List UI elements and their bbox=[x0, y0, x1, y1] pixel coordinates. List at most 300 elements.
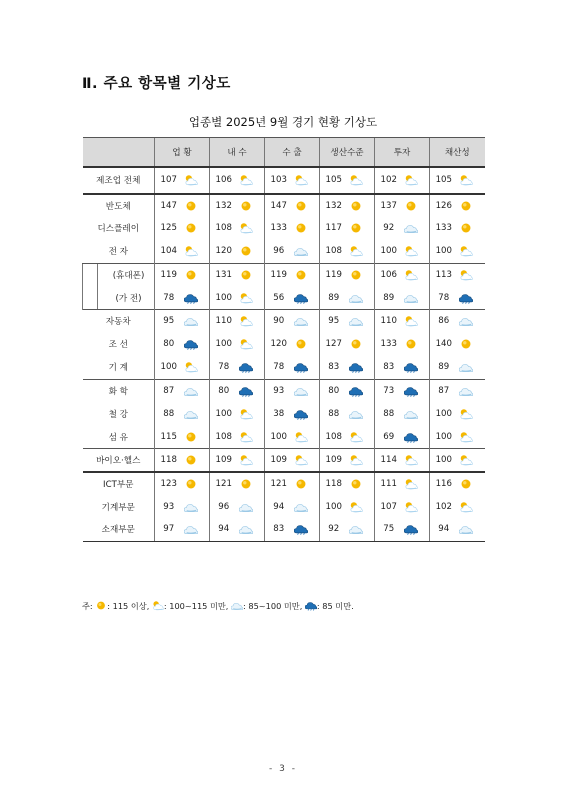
cell-icon bbox=[348, 402, 375, 425]
table-row bbox=[83, 263, 485, 286]
cell-value: 131 bbox=[210, 263, 238, 286]
cell-value: 119 bbox=[155, 263, 183, 286]
partly-cloudy-icon bbox=[239, 454, 253, 466]
sunny-icon bbox=[459, 478, 473, 490]
row-label: 기계부문 bbox=[101, 502, 135, 513]
rainy-icon bbox=[294, 361, 308, 373]
cell-value: 115 bbox=[155, 425, 183, 448]
sunny-icon bbox=[239, 200, 253, 212]
cloudy-icon bbox=[404, 292, 418, 304]
rainy-icon bbox=[239, 361, 253, 373]
row-label: 조 선 bbox=[108, 340, 128, 351]
sunny-icon bbox=[184, 478, 198, 490]
cell-icon bbox=[238, 240, 265, 263]
cell-value: 86 bbox=[430, 309, 458, 332]
sunny-icon bbox=[95, 600, 107, 611]
row-label: (가 전) bbox=[83, 286, 155, 309]
cell-icon bbox=[293, 472, 320, 495]
cell-value: 100 bbox=[430, 425, 458, 448]
partly-cloudy-icon bbox=[294, 431, 308, 443]
cell-value: 94 bbox=[430, 518, 458, 541]
partly-cloudy-icon bbox=[239, 431, 253, 443]
cell-value: 88 bbox=[155, 402, 183, 425]
cell-icon bbox=[183, 449, 210, 472]
sunny-icon bbox=[404, 200, 418, 212]
partly-cloudy-icon bbox=[459, 454, 473, 466]
cell-value: 121 bbox=[210, 472, 238, 495]
partly-cloudy-icon bbox=[459, 269, 473, 281]
column-header: 업 황 bbox=[155, 138, 210, 167]
cell-value: 80 bbox=[320, 379, 348, 402]
cell-value: 132 bbox=[320, 194, 348, 217]
sunny-icon bbox=[349, 269, 363, 281]
cell-value: 113 bbox=[430, 263, 458, 286]
table-row bbox=[83, 402, 485, 425]
cell-value: 78 bbox=[210, 356, 238, 379]
legend-rainy-text: : 85 미만. bbox=[316, 601, 354, 611]
cell-value: 73 bbox=[375, 379, 403, 402]
rainy-icon bbox=[294, 523, 308, 535]
cloudy-icon bbox=[184, 385, 198, 397]
cell-value: 110 bbox=[210, 309, 238, 332]
cell-icon bbox=[403, 379, 430, 402]
cloudy-icon bbox=[459, 385, 473, 397]
cell-value: 90 bbox=[265, 309, 293, 332]
cell-value: 133 bbox=[265, 217, 293, 240]
cell-value: 88 bbox=[375, 402, 403, 425]
cell-value: 120 bbox=[210, 240, 238, 263]
cell-value: 106 bbox=[375, 263, 403, 286]
cell-icon bbox=[238, 425, 265, 448]
sunny-icon bbox=[459, 200, 473, 212]
partly-cloudy-icon bbox=[294, 454, 308, 466]
cell-icon bbox=[348, 356, 375, 379]
cell-icon bbox=[183, 333, 210, 356]
cell-icon bbox=[293, 449, 320, 472]
row-label: (휴대폰) bbox=[83, 263, 155, 286]
cell-value: 89 bbox=[375, 286, 403, 309]
cell-value: 93 bbox=[155, 495, 183, 518]
cell-icon bbox=[458, 194, 485, 217]
cell-icon bbox=[348, 240, 375, 263]
rainy-icon bbox=[184, 292, 198, 304]
cell-icon bbox=[458, 518, 485, 541]
row-label: 기 계 bbox=[108, 363, 128, 374]
cell-icon bbox=[348, 286, 375, 309]
table-row bbox=[83, 309, 485, 332]
row-label: 제조업 전체 bbox=[83, 167, 155, 194]
table-row bbox=[83, 449, 485, 472]
legend bbox=[82, 600, 354, 612]
sunny-icon bbox=[294, 200, 308, 212]
cell-icon bbox=[458, 425, 485, 448]
cell-value: 133 bbox=[375, 333, 403, 356]
cloudy-icon bbox=[404, 408, 418, 420]
cell-value: 105 bbox=[320, 167, 348, 194]
cell-value: 100 bbox=[320, 495, 348, 518]
sunny-icon bbox=[239, 478, 253, 490]
cell-icon bbox=[458, 309, 485, 332]
cell-icon bbox=[403, 402, 430, 425]
rainy-icon bbox=[404, 431, 418, 443]
row-label: 반도체 bbox=[83, 194, 155, 217]
partly-cloudy-icon bbox=[184, 361, 198, 373]
column-header: 생산수준 bbox=[320, 138, 375, 167]
sunny-icon bbox=[349, 478, 363, 490]
sunny-icon bbox=[459, 338, 473, 350]
cell-icon bbox=[348, 379, 375, 402]
cell-value: 95 bbox=[155, 309, 183, 332]
sunny-icon bbox=[294, 269, 308, 281]
cell-icon bbox=[238, 356, 265, 379]
cell-icon bbox=[183, 425, 210, 448]
cloudy-icon bbox=[349, 408, 363, 420]
cell-icon bbox=[403, 356, 430, 379]
cloudy-icon bbox=[184, 523, 198, 535]
sunny-icon bbox=[239, 269, 253, 281]
cell-value: 96 bbox=[210, 495, 238, 518]
sunny-icon bbox=[184, 200, 198, 212]
cell-value: 106 bbox=[210, 167, 238, 194]
cell-value: 100 bbox=[265, 425, 293, 448]
table-row bbox=[83, 472, 485, 495]
cell-icon bbox=[183, 217, 210, 240]
partly-cloudy-icon bbox=[459, 174, 473, 186]
cell-value: 89 bbox=[320, 286, 348, 309]
cell-icon bbox=[183, 356, 210, 379]
cell-icon bbox=[238, 217, 265, 240]
cell-value: 111 bbox=[375, 472, 403, 495]
cell-icon bbox=[293, 240, 320, 263]
rainy-icon bbox=[305, 600, 317, 611]
cloudy-icon bbox=[239, 523, 253, 535]
cell-value: 109 bbox=[265, 449, 293, 472]
rainy-icon bbox=[349, 361, 363, 373]
cell-icon bbox=[458, 472, 485, 495]
cell-icon bbox=[403, 472, 430, 495]
partly-cloudy-icon bbox=[404, 269, 418, 281]
table-row bbox=[83, 495, 485, 518]
cell-value: 100 bbox=[210, 286, 238, 309]
cell-icon bbox=[403, 263, 430, 286]
cell-value: 137 bbox=[375, 194, 403, 217]
cell-value: 92 bbox=[320, 518, 348, 541]
cell-icon bbox=[458, 217, 485, 240]
cell-icon bbox=[458, 356, 485, 379]
cell-value: 69 bbox=[375, 425, 403, 448]
cell-value: 94 bbox=[265, 495, 293, 518]
rainy-icon bbox=[404, 385, 418, 397]
cell-value: 119 bbox=[320, 263, 348, 286]
sunny-icon bbox=[184, 269, 198, 281]
cell-icon bbox=[238, 263, 265, 286]
cell-icon bbox=[403, 333, 430, 356]
cell-icon bbox=[238, 286, 265, 309]
partly-cloudy-icon bbox=[404, 478, 418, 490]
partly-cloudy-icon bbox=[239, 292, 253, 304]
cell-icon bbox=[183, 167, 210, 194]
cell-icon bbox=[403, 518, 430, 541]
cell-icon bbox=[238, 495, 265, 518]
row-label: ICT부문 bbox=[83, 472, 155, 495]
cell-value: 108 bbox=[320, 240, 348, 263]
column-header: 투자 bbox=[375, 138, 430, 167]
cell-value: 126 bbox=[430, 194, 458, 217]
cell-value: 109 bbox=[210, 449, 238, 472]
sunny-icon bbox=[294, 338, 308, 350]
cell-icon bbox=[183, 472, 210, 495]
cloudy-icon bbox=[294, 501, 308, 513]
cell-icon bbox=[238, 194, 265, 217]
partly-cloudy-icon bbox=[184, 174, 198, 186]
partly-cloudy-icon bbox=[349, 174, 363, 186]
cell-value: 92 bbox=[375, 217, 403, 240]
cell-icon bbox=[183, 240, 210, 263]
cloudy-icon bbox=[184, 315, 198, 327]
cell-icon bbox=[348, 425, 375, 448]
cell-value: 83 bbox=[265, 518, 293, 541]
cell-icon bbox=[183, 194, 210, 217]
legend-cloudy-text: : 85~100 미만, bbox=[243, 601, 303, 611]
header-corner bbox=[83, 138, 155, 167]
cell-value: 117 bbox=[320, 217, 348, 240]
cell-value: 95 bbox=[320, 309, 348, 332]
column-header: 채산성 bbox=[430, 138, 485, 167]
cell-value: 120 bbox=[265, 333, 293, 356]
sunny-icon bbox=[459, 222, 473, 234]
sunny-icon bbox=[349, 338, 363, 350]
row-label: 바이오·헬스 bbox=[83, 449, 155, 472]
cell-icon bbox=[458, 402, 485, 425]
cell-icon bbox=[458, 167, 485, 194]
partly-cloudy-icon bbox=[349, 454, 363, 466]
cell-icon bbox=[403, 309, 430, 332]
cell-value: 56 bbox=[265, 286, 293, 309]
cell-icon bbox=[403, 167, 430, 194]
cloudy-icon bbox=[459, 315, 473, 327]
cell-value: 100 bbox=[430, 402, 458, 425]
cell-icon bbox=[348, 194, 375, 217]
cell-icon bbox=[348, 518, 375, 541]
partly-cloudy-icon bbox=[459, 501, 473, 513]
partly-cloudy-icon bbox=[349, 501, 363, 513]
cell-value: 78 bbox=[430, 286, 458, 309]
cell-icon bbox=[348, 167, 375, 194]
partly-cloudy-icon bbox=[239, 315, 253, 327]
sunny-icon bbox=[294, 478, 308, 490]
cloudy-icon bbox=[349, 292, 363, 304]
table-row bbox=[83, 356, 485, 379]
weather-table bbox=[82, 137, 485, 542]
cell-value: 100 bbox=[210, 402, 238, 425]
cell-icon bbox=[238, 449, 265, 472]
cell-value: 100 bbox=[155, 356, 183, 379]
cell-icon bbox=[348, 309, 375, 332]
cell-icon bbox=[458, 263, 485, 286]
cell-value: 94 bbox=[210, 518, 238, 541]
sunny-icon bbox=[184, 222, 198, 234]
cloudy-icon bbox=[294, 315, 308, 327]
cell-icon bbox=[183, 379, 210, 402]
cell-value: 110 bbox=[375, 309, 403, 332]
cell-value: 114 bbox=[375, 449, 403, 472]
cell-value: 100 bbox=[210, 333, 238, 356]
cell-value: 78 bbox=[265, 356, 293, 379]
cell-icon bbox=[293, 286, 320, 309]
cell-value: 103 bbox=[265, 167, 293, 194]
cell-value: 105 bbox=[430, 167, 458, 194]
partly-cloudy-icon bbox=[239, 408, 253, 420]
cell-icon bbox=[183, 263, 210, 286]
cell-icon bbox=[293, 518, 320, 541]
cell-icon bbox=[293, 167, 320, 194]
column-header: 내 수 bbox=[210, 138, 265, 167]
cell-icon bbox=[458, 495, 485, 518]
partly-cloudy-icon bbox=[459, 431, 473, 443]
cell-value: 127 bbox=[320, 333, 348, 356]
cell-icon bbox=[293, 263, 320, 286]
cell-icon bbox=[293, 333, 320, 356]
rainy-icon bbox=[294, 292, 308, 304]
cell-value: 102 bbox=[430, 495, 458, 518]
cell-icon bbox=[403, 449, 430, 472]
section-title: Ⅱ. 주요 항목별 기상도 bbox=[82, 76, 231, 92]
table-row bbox=[83, 518, 485, 541]
cell-value: 108 bbox=[210, 217, 238, 240]
table-row bbox=[83, 286, 485, 309]
cell-icon bbox=[238, 309, 265, 332]
cell-value: 107 bbox=[155, 167, 183, 194]
partly-cloudy-icon bbox=[184, 245, 198, 257]
row-label: 디스플레이 bbox=[97, 224, 139, 235]
cell-icon bbox=[293, 495, 320, 518]
page-number: - 3 - bbox=[269, 764, 297, 774]
cell-icon bbox=[293, 425, 320, 448]
cell-icon bbox=[238, 402, 265, 425]
cloudy-icon bbox=[349, 315, 363, 327]
partly-cloudy-icon bbox=[459, 408, 473, 420]
cell-icon bbox=[458, 240, 485, 263]
cloudy-icon bbox=[404, 222, 418, 234]
cell-icon bbox=[458, 286, 485, 309]
rainy-icon bbox=[184, 338, 198, 350]
cell-icon bbox=[183, 402, 210, 425]
rainy-icon bbox=[294, 408, 308, 420]
partly-cloudy-icon bbox=[349, 431, 363, 443]
cell-icon bbox=[403, 240, 430, 263]
cell-value: 75 bbox=[375, 518, 403, 541]
table-row bbox=[83, 379, 485, 402]
cell-value: 104 bbox=[155, 240, 183, 263]
cell-value: 87 bbox=[155, 379, 183, 402]
cloudy-icon bbox=[184, 408, 198, 420]
legend-partly-cloudy-text: : 100~115 미만, bbox=[163, 601, 229, 611]
cell-icon bbox=[348, 495, 375, 518]
cell-value: 96 bbox=[265, 240, 293, 263]
row-label: 소재부문 bbox=[83, 518, 155, 541]
rainy-icon bbox=[349, 385, 363, 397]
cell-icon bbox=[348, 472, 375, 495]
row-label: 섬 유 bbox=[108, 432, 128, 443]
cell-icon bbox=[293, 356, 320, 379]
legend-prefix: 주: bbox=[82, 601, 93, 611]
cell-icon bbox=[348, 263, 375, 286]
partly-cloudy-icon bbox=[404, 454, 418, 466]
cloudy-icon bbox=[294, 245, 308, 257]
cell-value: 118 bbox=[155, 449, 183, 472]
cell-value: 100 bbox=[375, 240, 403, 263]
partly-cloudy-icon bbox=[404, 174, 418, 186]
table-row bbox=[83, 425, 485, 448]
partly-cloudy-icon bbox=[294, 174, 308, 186]
cell-icon bbox=[458, 449, 485, 472]
cell-icon bbox=[238, 472, 265, 495]
cell-value: 93 bbox=[265, 379, 293, 402]
cell-value: 97 bbox=[155, 518, 183, 541]
rainy-icon bbox=[239, 385, 253, 397]
cell-value: 100 bbox=[430, 449, 458, 472]
cell-icon bbox=[183, 495, 210, 518]
cloudy-icon bbox=[459, 523, 473, 535]
cell-value: 80 bbox=[210, 379, 238, 402]
cell-icon bbox=[293, 217, 320, 240]
sunny-icon bbox=[184, 454, 198, 466]
cell-value: 80 bbox=[155, 333, 183, 356]
cell-icon bbox=[183, 309, 210, 332]
cell-icon bbox=[293, 309, 320, 332]
cloudy-icon bbox=[349, 523, 363, 535]
row-label: 철 강 bbox=[108, 409, 128, 420]
cell-icon bbox=[403, 425, 430, 448]
cloudy-icon bbox=[239, 501, 253, 513]
cell-icon bbox=[183, 286, 210, 309]
cell-value: 100 bbox=[430, 240, 458, 263]
cell-icon bbox=[403, 286, 430, 309]
cell-value: 83 bbox=[320, 356, 348, 379]
table-body bbox=[83, 167, 485, 542]
cell-icon bbox=[238, 333, 265, 356]
cell-value: 132 bbox=[210, 194, 238, 217]
cell-value: 125 bbox=[155, 217, 183, 240]
cell-icon bbox=[293, 379, 320, 402]
row-label: 화 학 bbox=[83, 379, 155, 402]
cell-value: 102 bbox=[375, 167, 403, 194]
partly-cloudy-icon bbox=[349, 245, 363, 257]
column-header: 수 출 bbox=[265, 138, 320, 167]
partly-cloudy-icon bbox=[404, 315, 418, 327]
sunny-icon bbox=[184, 431, 198, 443]
sunny-icon bbox=[404, 338, 418, 350]
sunny-icon bbox=[349, 222, 363, 234]
table-row bbox=[83, 167, 485, 194]
cell-value: 147 bbox=[155, 194, 183, 217]
cell-icon bbox=[348, 449, 375, 472]
sunny-icon bbox=[294, 222, 308, 234]
cloudy-icon bbox=[184, 501, 198, 513]
cell-value: 88 bbox=[320, 402, 348, 425]
partly-cloudy-icon bbox=[239, 222, 253, 234]
cell-value: 118 bbox=[320, 472, 348, 495]
partly-cloudy-icon bbox=[152, 600, 164, 611]
cell-value: 87 bbox=[430, 379, 458, 402]
rainy-icon bbox=[404, 523, 418, 535]
partly-cloudy-icon bbox=[404, 245, 418, 257]
cell-value: 83 bbox=[375, 356, 403, 379]
partly-cloudy-icon bbox=[404, 501, 418, 513]
rainy-icon bbox=[459, 292, 473, 304]
partly-cloudy-icon bbox=[239, 174, 253, 186]
cell-icon bbox=[403, 194, 430, 217]
